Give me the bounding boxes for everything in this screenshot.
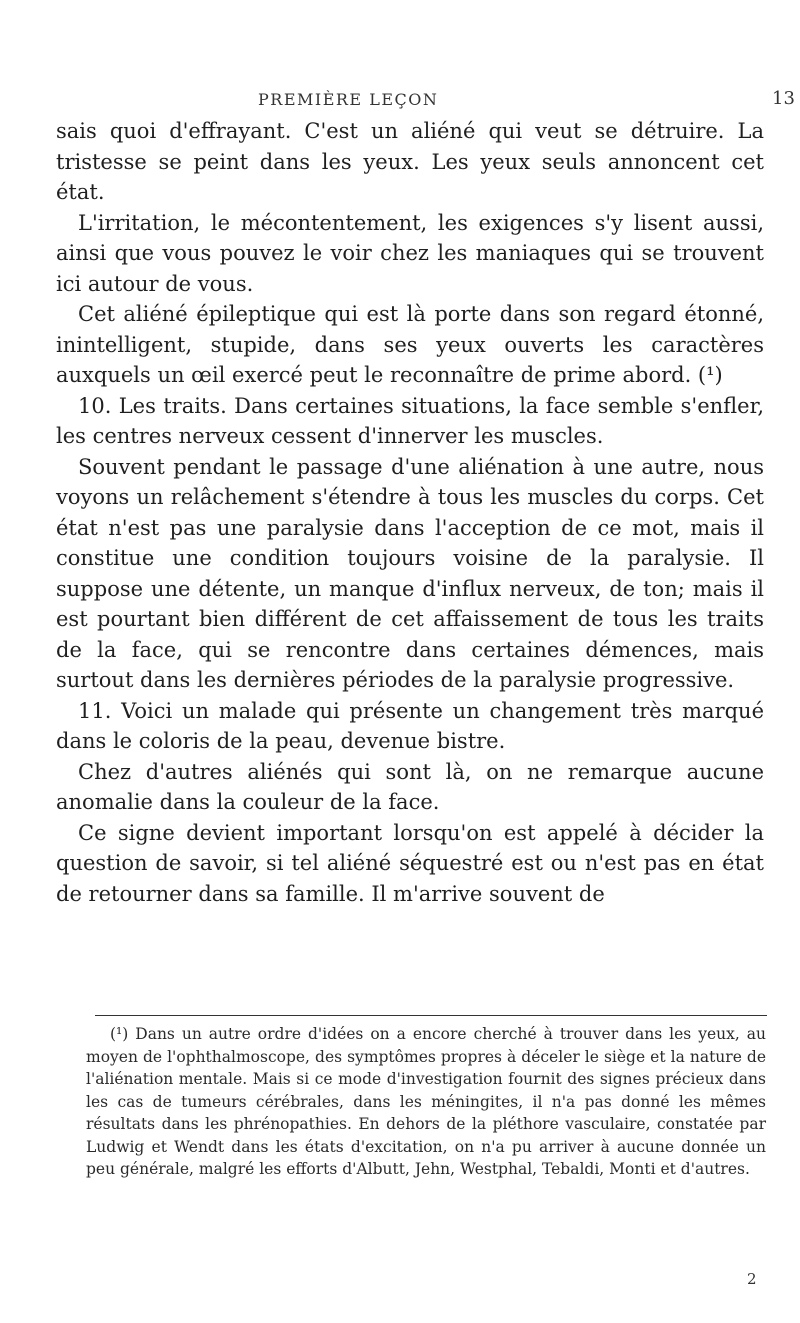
body-text: [56, 116, 764, 909]
footnote-divider: [95, 1015, 767, 1016]
paragraph: Souvent pendant le passage d'une aliénation à une autre, nous voyons un relâchement s'étendre à tous les muscles du corps. Cet état n'est pas une paralysie dans l'acception de ce mot, mais il constitue une condition toujours voisine de la paralysie. Il suppose une détente, un manque d'influx nerveux, de ton; mais il est pourtant bien différent de cet affaissement de tous les traits de la face, qui se rencontre dans certaines démences, mais surtout dans les dernières périodes de la paralysie progressive.: [56, 454, 764, 692]
running-head: [0, 88, 800, 118]
paragraph: L'irritation, le mécontentement, les exigences s'y lisent aussi, ainsi que vous pouvez le voir chez les maniaques qui se trouvent ici autour de vous.: [56, 210, 764, 296]
paragraph: 11. Voici un malade qui présente un changement très marqué dans le coloris de la peau, devenue bistre.: [56, 698, 764, 753]
page-number: 13: [772, 88, 795, 109]
footnotes: [86, 1023, 766, 1181]
footnote: (¹) Dans un autre ordre d'idées on a encore cherché à trouver dans les yeux, au moyen de l'ophthalmoscope, des symptômes propres à déceler le siège et la nature de l'aliénation mentale. Mais si ce mode d'investigation fournit des signes précieux dans les cas de tumeurs cérébrales, dans les méningites, il n'a pas donné les mêmes résultats dans les phrénopathies. En dehors de la pléthore vasculaire, constatée par Ludwig et Wendt dans les états d'excitation, on n'a pu arriver à aucune donnée un peu générale, malgré les efforts d'Albutt, Jehn, Westphal, Tebaldi, Monti et d'autres.: [86, 1025, 766, 1178]
paragraph: Chez d'autres aliénés qui sont là, on ne remarque aucune anomalie dans la couleur de la face.: [56, 759, 764, 814]
running-title: PREMIÈRE LEÇON: [258, 90, 439, 109]
paragraph: 10. Les traits. Dans certaines situations, la face semble s'enfler, les centres nerveux cessent d'innerver les muscles.: [56, 393, 764, 448]
paragraph: sais quoi d'effrayant. C'est un aliéné qui veut se détruire. La tristesse se peint dans les yeux. Les yeux seuls annoncent cet état.: [56, 119, 764, 204]
signature-mark: 2: [747, 1270, 757, 1288]
paragraph: Ce signe devient important lorsqu'on est appelé à décider la question de savoir, si tel aliéné séquestré est ou n'est pas en état de retourner dans sa famille. Il m'arrive souvent de: [56, 820, 764, 906]
paragraph: Cet aliéné épileptique qui est là porte dans son regard étonné, inintelligent, stupide, dans ses yeux ouverts les caractères auxquels un œil exercé peut le reconnaître de prime abord. (¹): [56, 302, 764, 387]
